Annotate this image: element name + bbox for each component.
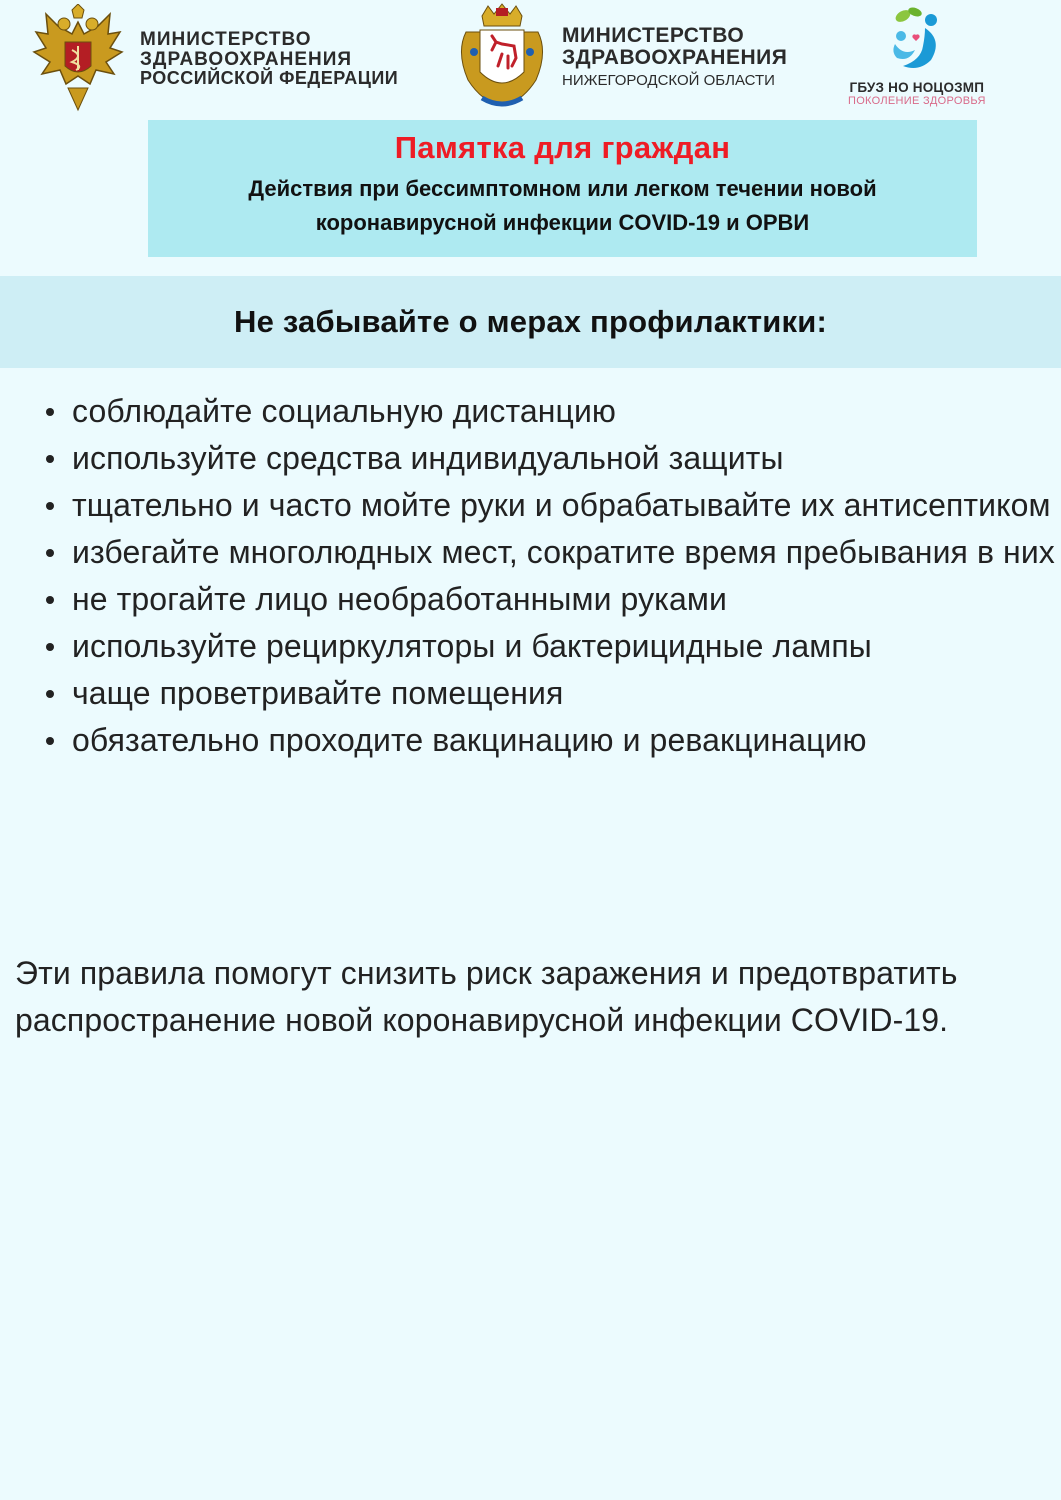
bullet-icon (46, 408, 54, 416)
list-item (72, 388, 1061, 435)
bullet-icon (46, 643, 54, 651)
ministry-rf-line1: МИНИСТЕРСТВО (140, 28, 312, 50)
memo-box (148, 120, 977, 257)
ministry-nn-line1: МИНИСТЕРСТВО (562, 24, 745, 48)
list-item-text: чаще проветривайте помещения (72, 675, 564, 711)
gbuz-title: ГБУЗ НО НОЦОЗМП (849, 80, 985, 95)
memo-subtitle (148, 172, 977, 240)
list-item (72, 576, 1061, 623)
footer-text: Эти правила помогут снизить риск заражения и предотвратить распространение новой коронавирусной инфекции COVID-19. (15, 955, 958, 1038)
ministry-nn-line3: НИЖЕГОРОДСКОЙ ОБЛАСТИ (562, 72, 775, 90)
bullet-icon (46, 737, 54, 745)
list-item-text: обязательно проходите вакцинацию и ревакцинацию (72, 722, 867, 758)
ministry-rf-logo (28, 4, 398, 114)
family-figures-icon (885, 4, 949, 76)
bullet-icon (46, 596, 54, 604)
memo-title: Памятка для граждан (394, 130, 731, 165)
list-item (72, 482, 1061, 529)
gbuz-logo (848, 4, 986, 107)
memo-subtitle-line1: Действия при бессимптомном или легком течении новой (248, 176, 877, 201)
prevention-band (0, 276, 1061, 368)
ministry-rf-line2: ЗДРАВООХРАНЕНИЯ (140, 48, 353, 70)
ministry-nn-text (562, 25, 787, 89)
bullet-icon (46, 690, 54, 698)
prevention-heading: Не забывайте о мерах профилактики: (234, 304, 827, 339)
double-headed-eagle-icon (28, 4, 128, 114)
list-item (72, 717, 1061, 764)
list-item (72, 529, 1061, 576)
bullet-icon (46, 549, 54, 557)
bullet-icon (46, 455, 54, 463)
ministry-rf-line3: РОССИЙСКОЙ ФЕДЕРАЦИИ (140, 68, 399, 89)
nizhny-novgorod-coat-of-arms-icon (452, 2, 552, 112)
list-item (72, 623, 1061, 670)
list-item-text: избегайте многолюдных мест, сократите время пребывания в них (72, 534, 1055, 570)
ministry-rf-text (140, 30, 398, 89)
ministry-nn-line2: ЗДРАВООХРАНЕНИЯ (562, 46, 788, 70)
list-item (72, 670, 1061, 717)
gbuz-subtitle: ПОКОЛЕНИЕ ЗДОРОВЬЯ (848, 95, 986, 107)
list-item (72, 435, 1061, 482)
list-item-text: используйте рециркуляторы и бактерицидные лампы (72, 628, 872, 664)
bullet-icon (46, 502, 54, 510)
list-item-text: не трогайте лицо необработанными руками (72, 581, 727, 617)
ministry-nn-logo (452, 2, 787, 112)
list-item-text: используйте средства индивидуальной защиты (72, 440, 784, 476)
list-item-text: соблюдайте социальную дистанцию (72, 393, 617, 429)
memo-subtitle-line2: коронавирусной инфекции COVID-19 и ОРВИ (315, 210, 810, 235)
list-item-text: тщательно и часто мойте руки и обрабатывайте их антисептиком (72, 487, 1051, 523)
header-logos (0, 0, 1061, 118)
prevention-list (40, 388, 1061, 764)
